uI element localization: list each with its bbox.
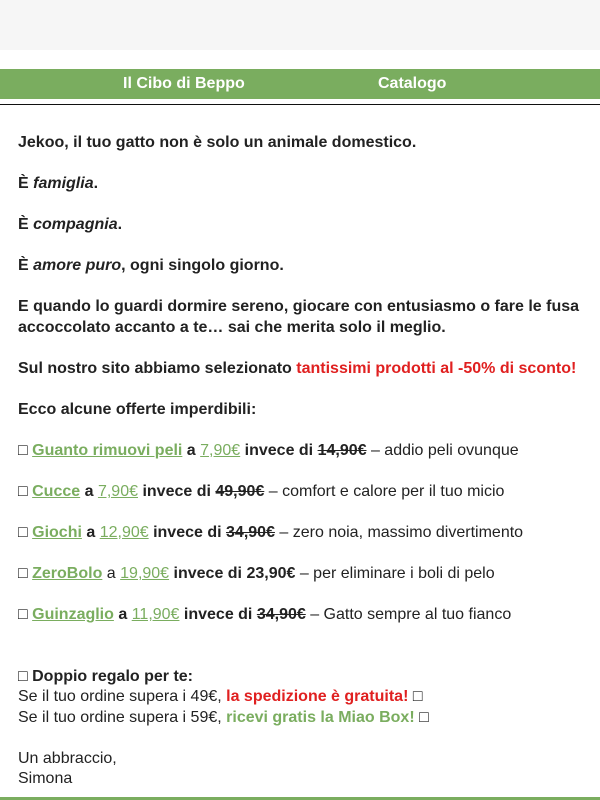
offer-price-link[interactable]: 11,90€ [131, 606, 180, 623]
offer-price-link[interactable]: 7,90€ [97, 483, 138, 500]
signoff-greeting: Un abbraccio, [18, 750, 117, 767]
offer-item [18, 482, 504, 502]
gift-title: □ Doppio regalo per te: [18, 668, 194, 685]
offer-instead: invece di [138, 483, 216, 500]
offer-old-price: 23,90€ [246, 565, 296, 582]
emoji-placeholder-icon: □ [18, 483, 28, 500]
offer-price-link[interactable]: 12,90€ [99, 524, 149, 541]
emoji-placeholder-icon: □ [18, 565, 28, 582]
offer-old-price: 49,90€ [215, 483, 265, 500]
gift-line: Se il tuo ordine supera i 59€, ricevi gratis la Miao Box! □ [18, 709, 429, 726]
emoji-placeholder-icon: □ [18, 606, 28, 623]
offer-product-link[interactable]: Giochi [32, 524, 82, 541]
divider [0, 104, 600, 105]
offer-a: a [80, 483, 98, 500]
nav-bar [0, 69, 600, 99]
promo-line: Sul nostro sito abbiamo selezionato tantissimi prodotti al -50% di sconto! [18, 360, 577, 377]
intro-line: E quando lo guardi dormire sereno, giocare con entusiasmo o fare le fusa [18, 298, 580, 315]
offer-description: – comfort e calore per il tuo micio [264, 483, 505, 500]
offer-description: – per eliminare i boli di pelo [295, 565, 495, 582]
offer-product-link[interactable]: Guinzaglio [32, 606, 114, 623]
offer-product-link[interactable]: Cucce [32, 483, 81, 500]
emoji-placeholder-icon: □ [18, 524, 28, 541]
offer-price-link[interactable]: 7,90€ [200, 442, 241, 459]
offer-old-price: 14,90€ [317, 442, 367, 459]
emoji-placeholder-icon: □ [18, 442, 28, 459]
offer-description: – Gatto sempre al tuo fianco [305, 606, 512, 623]
offer-item [18, 441, 519, 461]
offer-item [18, 605, 511, 625]
top-bar [0, 0, 600, 50]
intro-line: È famiglia. [18, 175, 99, 192]
offer-price-link[interactable]: 19,90€ [120, 565, 170, 582]
offer-instead: invece di [148, 524, 227, 541]
offer-product-link[interactable]: ZeroBolo [32, 565, 103, 582]
offer-instead: invece di [169, 565, 247, 582]
offer-a: a [182, 442, 201, 459]
intro-line: È compagnia. [18, 216, 123, 233]
offer-a: a [81, 524, 100, 541]
offer-description: – addio peli ovunque [366, 442, 519, 459]
nav-catalog-link[interactable]: Catalogo [378, 75, 447, 92]
offer-description: – zero noia, massimo divertimento [274, 524, 524, 541]
offer-a: a [113, 606, 132, 623]
offer-instead: invece di [179, 606, 257, 623]
offers-heading: Ecco alcune offerte imperdibili: [18, 401, 257, 418]
intro-line: accoccolato accanto a te… sai che merita solo il meglio. [18, 319, 446, 336]
intro-line: Jekoo, il tuo gatto non è solo un animale domestico. [18, 134, 417, 151]
offer-product-link[interactable]: Guanto rimuovi peli [32, 442, 183, 459]
offer-old-price: 34,90€ [226, 524, 275, 541]
offer-instead: invece di [240, 442, 318, 459]
nav-brand-link[interactable]: Il Cibo di Beppo [123, 75, 245, 92]
signoff-name: Simona [18, 770, 73, 787]
offer-old-price: 34,90€ [256, 606, 306, 623]
offer-a: a [102, 565, 121, 582]
intro-line: È amore puro, ogni singolo giorno. [18, 257, 284, 274]
offer-item [18, 523, 523, 543]
offer-item [18, 564, 495, 584]
gift-line: Se il tuo ordine supera i 49€, la spedizione è gratuita! □ [18, 688, 423, 705]
